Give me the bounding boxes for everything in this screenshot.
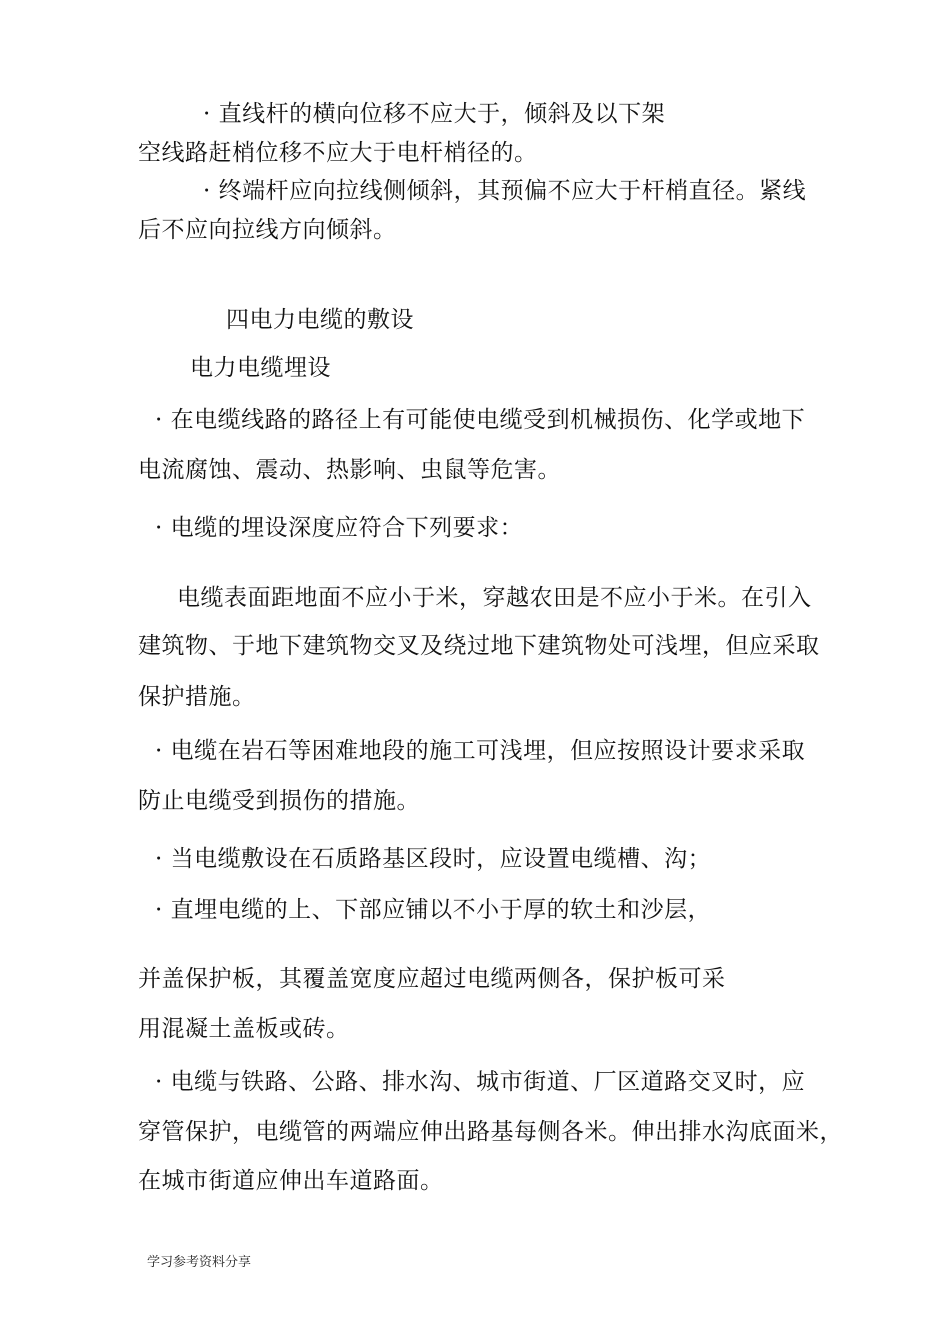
- section-heading: 四电力电缆的敷设: [226, 307, 414, 333]
- text-line: 电缆表面距地面不应小于米，穿越农田是不应小于米。在引入: [177, 585, 812, 611]
- text-line: · 电缆与铁路、公路、排水沟、城市街道、厂区道路交叉时，应: [155, 1069, 806, 1095]
- text-line: 并盖保护板，其覆盖宽度应超过电缆两侧各，保护板可采: [138, 966, 726, 992]
- text-line: · 电缆在岩石等困难地段的施工可浅埋，但应按照设计要求采取: [155, 738, 806, 764]
- subsection-heading: 电力电缆埋设: [190, 355, 331, 381]
- text-line: 在城市街道应伸出车道路面。: [138, 1168, 444, 1194]
- text-line: 保护措施。: [138, 684, 256, 710]
- text-line: 后不应向拉线方向倾斜。: [138, 217, 397, 243]
- text-line: 穿管保护，电缆管的两端应伸出路基每侧各米。伸出排水沟底面米，: [138, 1119, 843, 1145]
- text-line: 电流腐蚀、震动、热影响、虫鼠等危害。: [138, 457, 561, 483]
- text-line: · 直线杆的横向位移不应大于，倾斜及以下架: [203, 101, 666, 127]
- text-line: 建筑物、于地下建筑物交叉及绕过地下建筑物处可浅埋，但应采取: [138, 633, 820, 659]
- text-line: · 直埋电缆的上、下部应铺以不小于厚的软土和沙层，: [155, 897, 712, 923]
- text-line: 防止电缆受到损伤的措施。: [138, 788, 420, 814]
- text-line: 用混凝土盖板或砖。: [138, 1016, 350, 1042]
- text-line: · 终端杆应向拉线侧倾斜，其预偏不应大于杆梢直径。紧线: [203, 178, 807, 204]
- text-line: · 当电缆敷设在石质路基区段时，应设置电缆槽、沟；: [155, 846, 712, 872]
- page-footer: 学习参考资料分享: [147, 1255, 252, 1270]
- text-line: · 在电缆线路的路径上有可能使电缆受到机械损伤、化学或地下: [155, 407, 806, 433]
- text-line: 空线路赶梢位移不应大于电杆梢径的。: [138, 140, 538, 166]
- text-line: · 电缆的埋设深度应符合下列要求：: [155, 515, 524, 541]
